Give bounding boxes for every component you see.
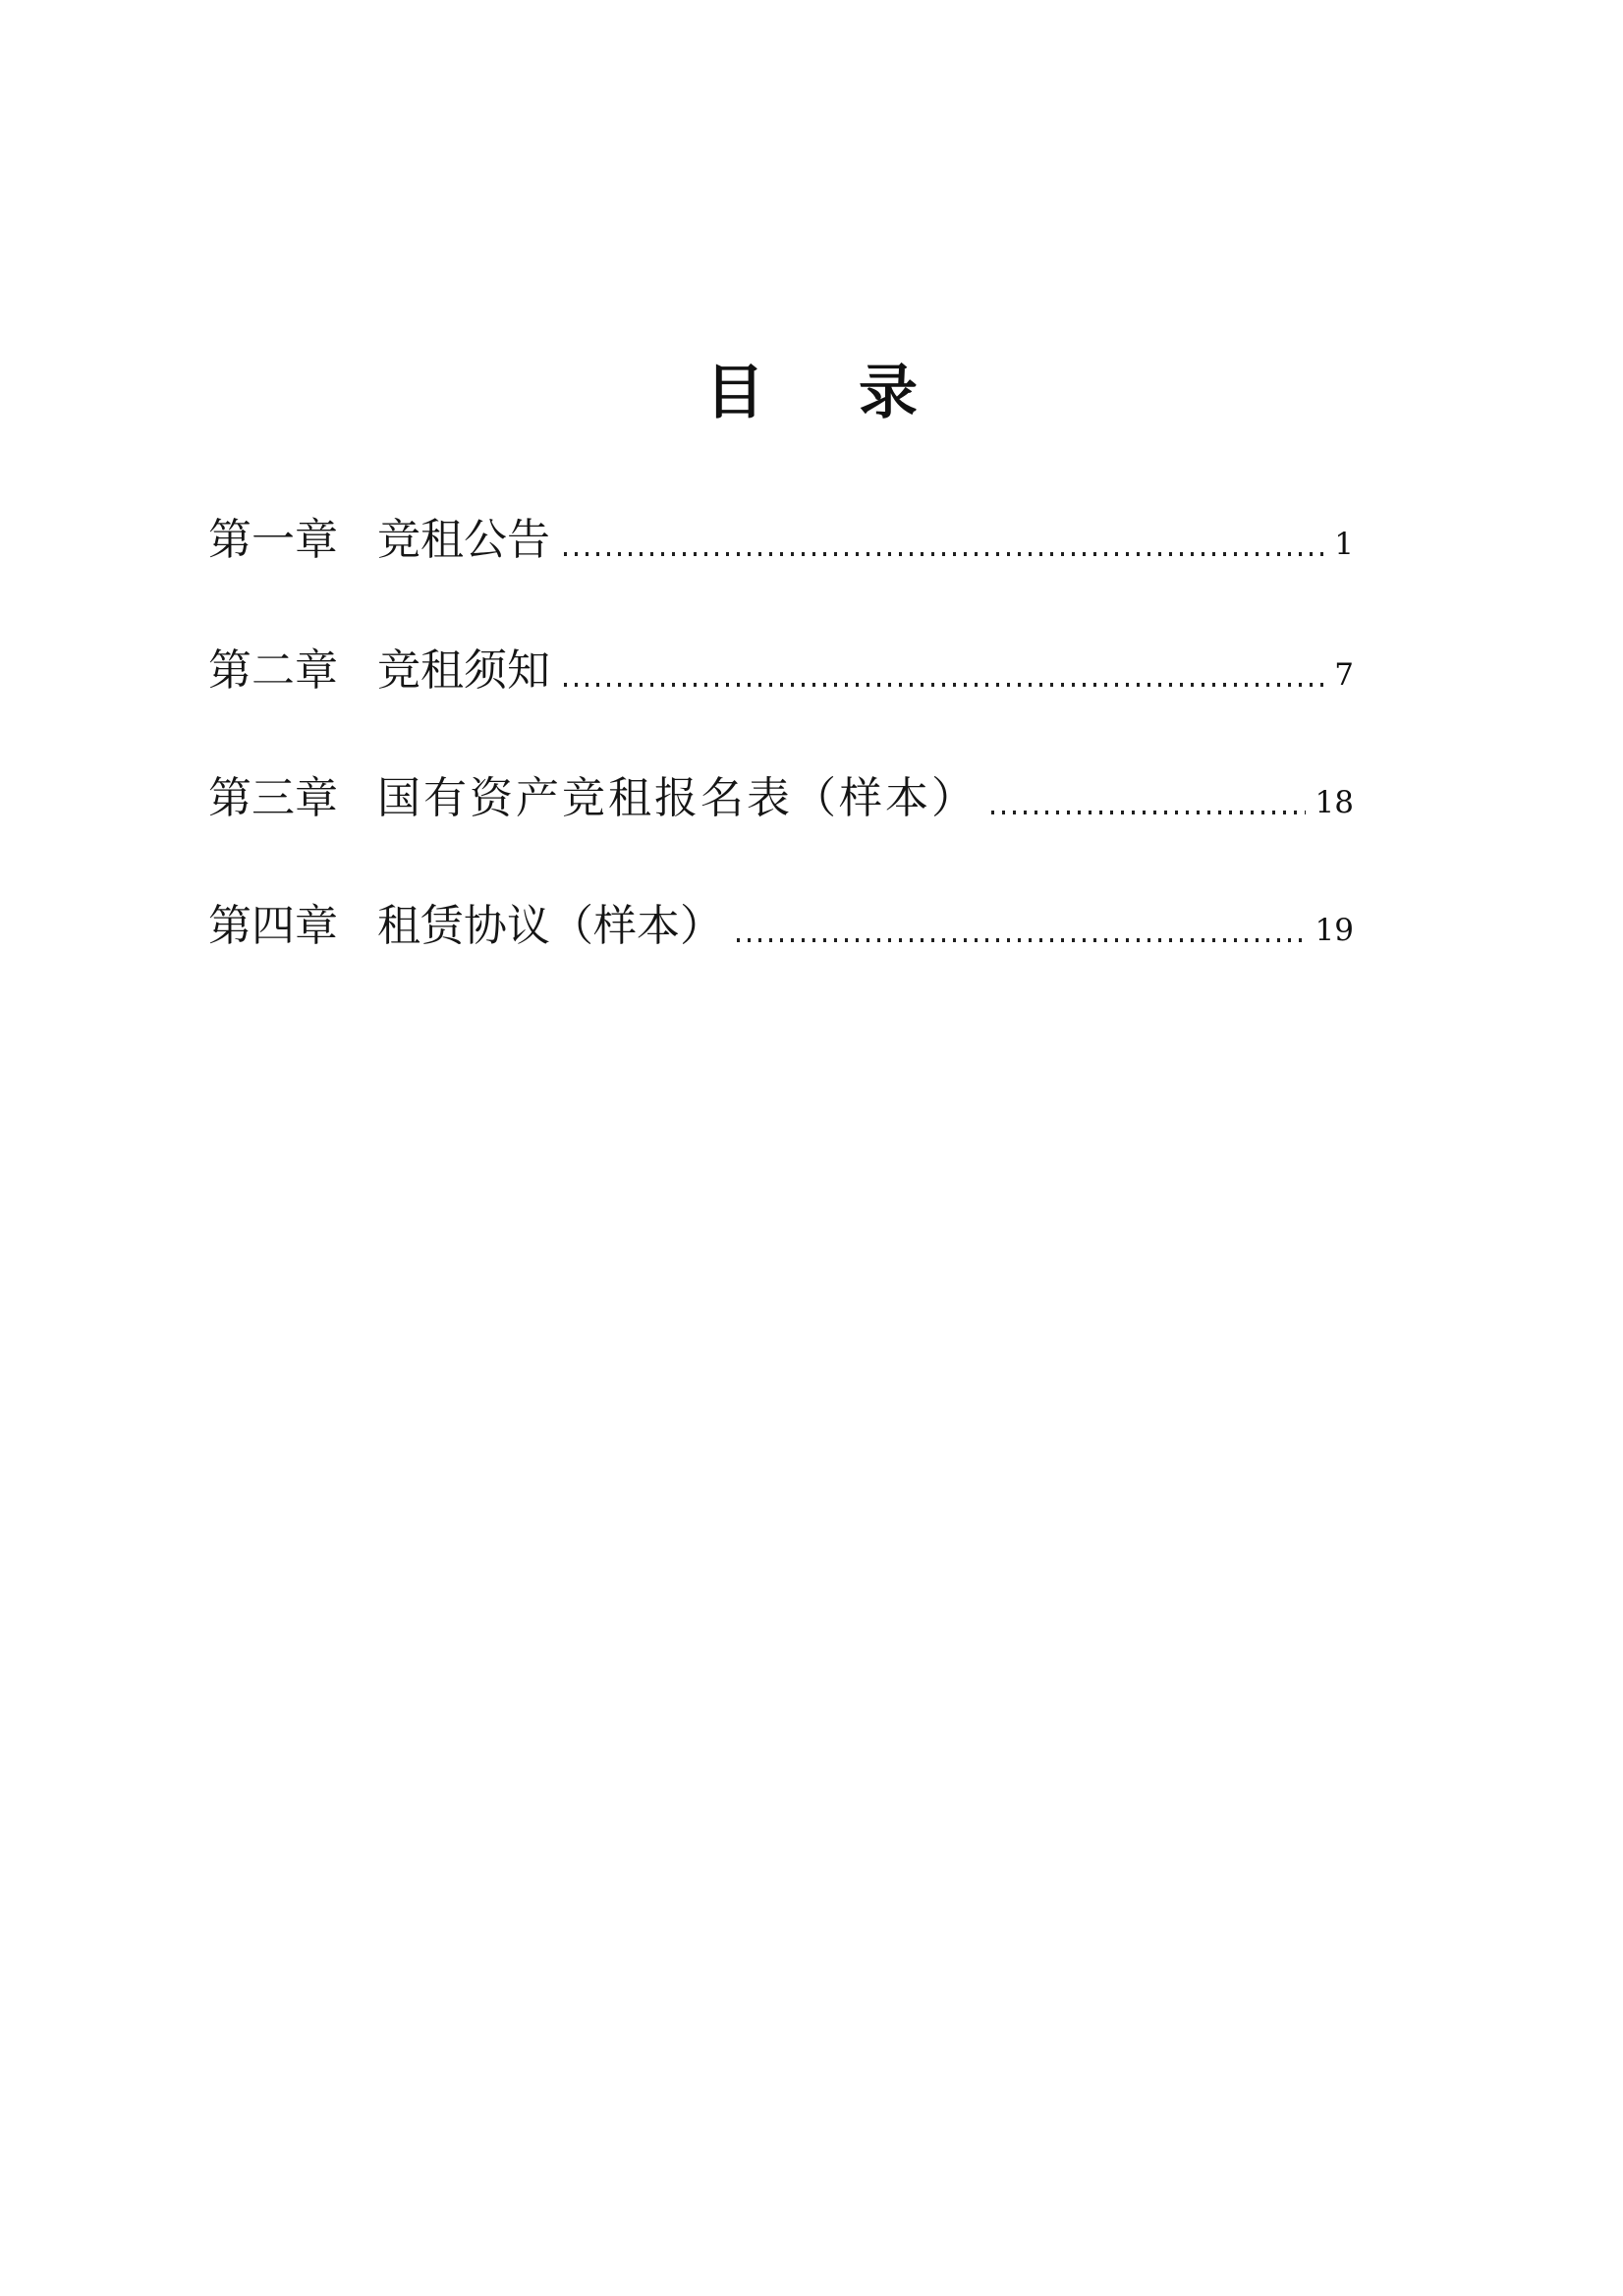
toc-entry bbox=[208, 516, 1354, 565]
toc-entry-title: 租赁协议（样本） bbox=[377, 901, 723, 951]
dot-leader bbox=[737, 938, 1306, 942]
dot-leader bbox=[991, 811, 1306, 814]
toc-entry bbox=[208, 646, 1354, 696]
toc-chapter-label: 第三章 bbox=[208, 773, 338, 823]
toc-chapter-label: 第二章 bbox=[208, 645, 338, 696]
toc-page-number: 7 bbox=[1334, 657, 1354, 693]
page-title: 目 录 bbox=[705, 359, 935, 427]
toc-page-number: 18 bbox=[1315, 785, 1354, 820]
toc-entry-title: 国有资产竞租报名表（样本） bbox=[377, 773, 978, 823]
toc-page-number: 1 bbox=[1334, 527, 1354, 562]
dot-leader bbox=[564, 552, 1324, 556]
toc-entry-title: 竞租公告 bbox=[377, 515, 550, 565]
toc-entry bbox=[208, 902, 1354, 951]
toc-chapter-label: 第一章 bbox=[208, 515, 338, 565]
toc-entry-title: 竞租须知 bbox=[377, 645, 550, 696]
toc-chapter-label: 第四章 bbox=[208, 901, 338, 951]
toc-entry bbox=[208, 774, 1354, 823]
toc-page-number: 19 bbox=[1315, 913, 1354, 948]
dot-leader bbox=[564, 683, 1324, 687]
